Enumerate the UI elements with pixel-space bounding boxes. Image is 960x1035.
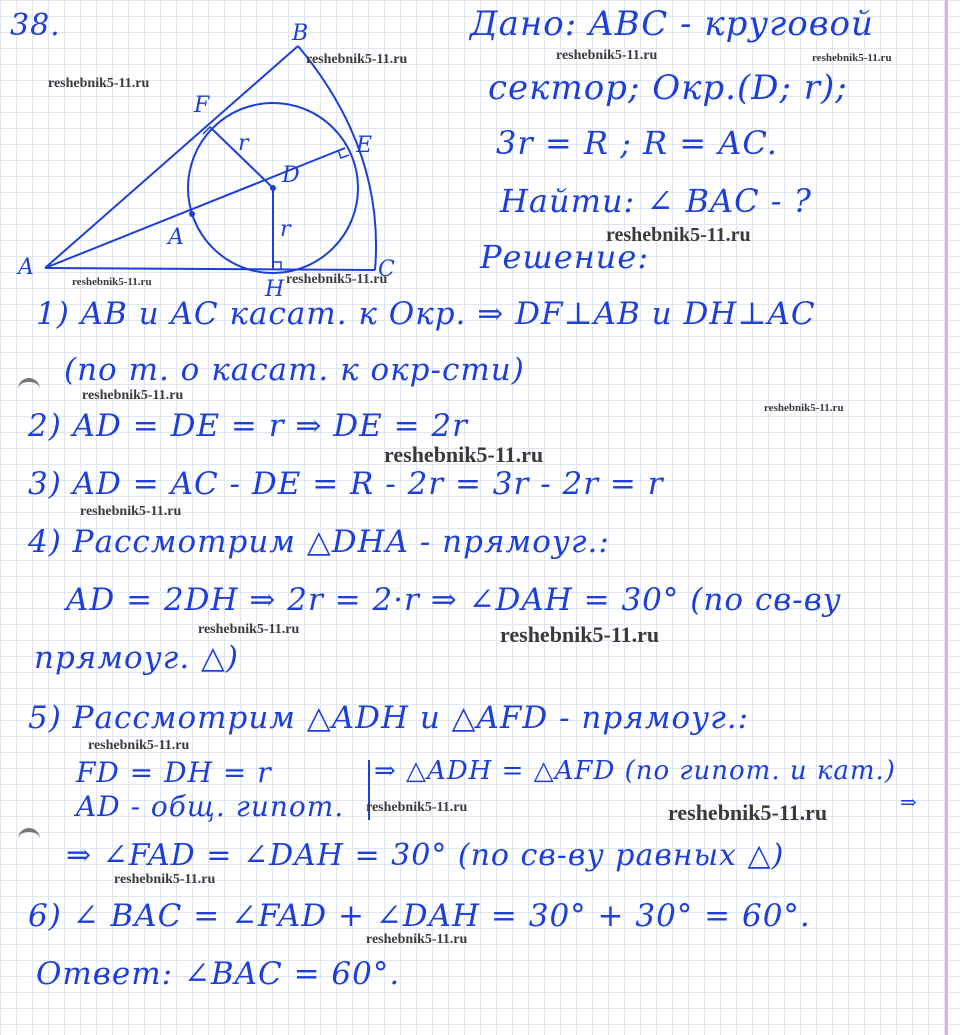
problem-number: 38.	[10, 8, 61, 43]
step-6: 6) ∠ BAC = ∠FAD + ∠DAH = 30° + 30° = 60°.	[28, 898, 811, 934]
watermark: reshebnik5-11.ru	[384, 442, 544, 467]
watermark: reshebnik5-11.ru	[48, 76, 150, 91]
watermark: reshebnik5-11.ru	[668, 800, 828, 825]
step-5-congruence: ⇒ △ADH = △AFD (по гипот. и кат.)	[374, 756, 896, 786]
given-line-2: сектор; Окр.(D; r);	[488, 68, 848, 108]
page-margin-line	[945, 0, 948, 1035]
arc-bc	[298, 46, 376, 270]
punch-hole-mark	[18, 828, 40, 842]
given-line-3: 3r = R ; R = AC.	[496, 124, 778, 162]
watermark: reshebnik5-11.ru	[366, 800, 468, 815]
side-ac	[45, 268, 375, 270]
solution-heading: Решение:	[480, 238, 650, 276]
step-4-line-1: 4) Рассмотрим △DHA - прямоуг.:	[28, 524, 610, 560]
segment-ae	[45, 148, 345, 268]
watermark: reshebnik5-11.ru	[198, 622, 300, 637]
label-r-bottom: r	[280, 217, 291, 242]
watermark: reshebnik5-11.ru	[606, 224, 751, 246]
watermark: reshebnik5-11.ru	[366, 932, 468, 947]
label-h: H	[265, 277, 285, 300]
point-a-inner	[189, 211, 195, 217]
step-1-line-2: (по т. о касат. к окр-сти)	[64, 352, 525, 388]
step-3: 3) AD = AC - DE = R - 2r = 3r - 2r = r	[28, 466, 664, 502]
step-5-common-hypotenuse: AD - общ. гипот.	[76, 790, 345, 823]
step-5-fd-dh: FD = DH = r	[76, 756, 272, 789]
given-line-1: Дано: ABC - круговой	[470, 4, 874, 44]
label-c: C	[378, 257, 395, 282]
step-2: 2) AD = DE = r ⇒ DE = 2r	[28, 408, 468, 444]
watermark: reshebnik5-11.ru	[500, 622, 660, 647]
watermark: reshebnik5-11.ru	[82, 388, 184, 403]
watermark: reshebnik5-11.ru	[764, 402, 844, 414]
punch-hole-mark	[18, 378, 40, 392]
step-5-line-1: 5) Рассмотрим △ADH и △AFD - прямоуг.:	[28, 700, 750, 736]
watermark: reshebnik5-11.ru	[80, 504, 182, 519]
label-e: E	[356, 133, 373, 158]
geometry-figure	[0, 0, 470, 300]
watermark: reshebnik5-11.ru	[306, 52, 408, 67]
watermark: reshebnik5-11.ru	[286, 272, 388, 287]
point-d	[270, 185, 276, 191]
find-line: Найти: ∠ BAC - ?	[500, 182, 812, 220]
watermark: reshebnik5-11.ru	[72, 276, 152, 288]
label-a-inner: A	[168, 225, 184, 250]
step-5-arrow: ⇒	[900, 790, 918, 814]
watermark: reshebnik5-11.ru	[88, 738, 190, 753]
step-4-line-2: AD = 2DH ⇒ 2r = 2·r ⇒ ∠DAH = 30° (по св-ву	[66, 582, 842, 618]
label-a: A	[18, 255, 34, 280]
label-f: F	[194, 93, 210, 118]
step-1-line-1: 1) AB и AC касат. к Окр. ⇒ DF⊥AB и DH⊥AC	[36, 296, 816, 332]
step-4-line-3: прямоуг. △)	[34, 640, 239, 676]
label-b: B	[292, 21, 309, 46]
watermark: reshebnik5-11.ru	[114, 872, 216, 887]
label-d: D	[282, 163, 300, 188]
answer-line: Ответ: ∠BAC = 60°.	[36, 956, 401, 992]
step-5-conclusion: ⇒ ∠FAD = ∠DAH = 30° (по св-ву равных △)	[66, 838, 785, 873]
label-r-top: r	[238, 131, 249, 156]
watermark: reshebnik5-11.ru	[556, 48, 658, 63]
watermark: reshebnik5-11.ru	[812, 52, 892, 64]
